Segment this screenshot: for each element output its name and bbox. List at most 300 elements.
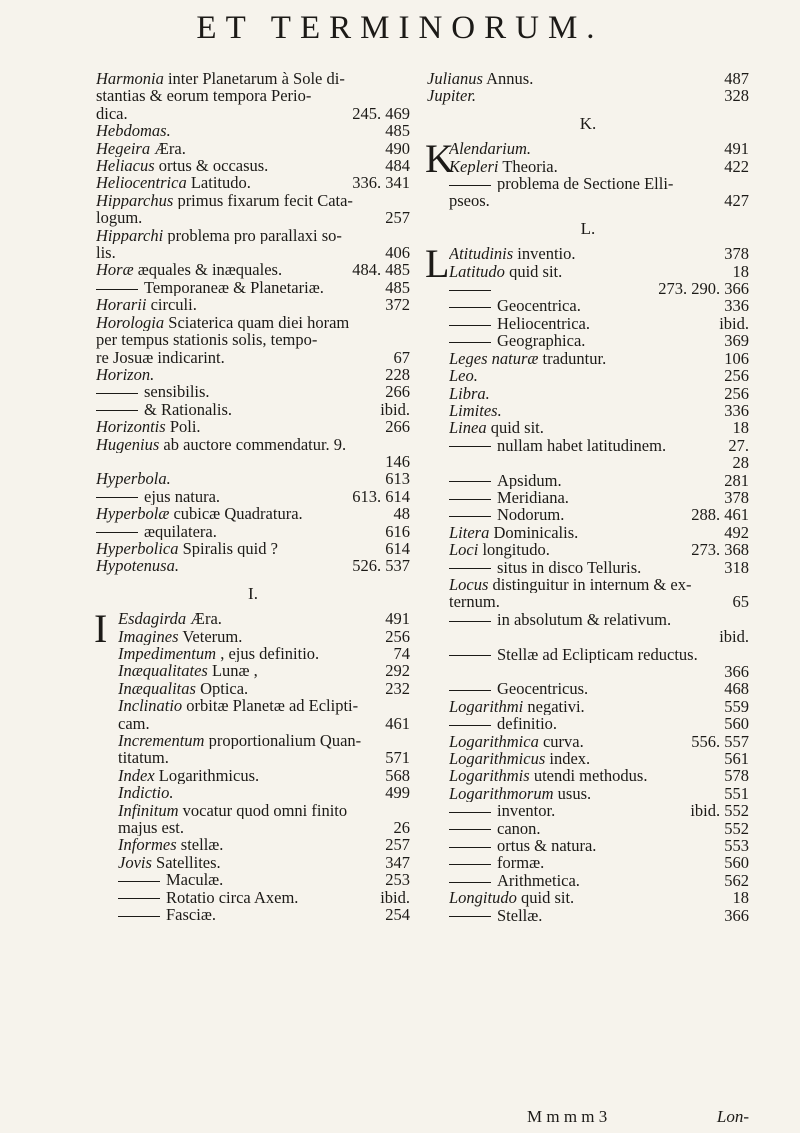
entry-description: Spiralis quid ? (178, 539, 278, 558)
index-entry (449, 785, 749, 802)
page-reference: 378 (724, 487, 749, 507)
ditto-rule (118, 916, 160, 917)
entry-description: ab auctore commendatur. 9. (159, 435, 347, 453)
entry-line (96, 279, 410, 296)
entry-text (449, 402, 502, 419)
entry-text (449, 802, 555, 819)
l-entries (449, 245, 749, 924)
page-reference: 427 (724, 191, 749, 211)
entry-description: stantias & eorum tempora Perio- (96, 87, 312, 105)
entry-line (449, 733, 749, 750)
entry-description: Æra. (150, 139, 186, 158)
index-entry (449, 889, 749, 906)
entry-text (449, 837, 596, 854)
entry-line (449, 541, 749, 558)
entry-text (449, 907, 542, 924)
entry-text (449, 733, 584, 750)
entry-description: stellæ. (176, 836, 224, 854)
index-entry (427, 87, 749, 104)
page-reference: 336 (724, 400, 749, 420)
entry-text (449, 593, 500, 610)
entry-description: formæ. (497, 854, 545, 872)
page-reference: 18 (732, 418, 749, 438)
entry-line (96, 366, 410, 383)
entry-description: Heliocentrica. (497, 314, 590, 333)
index-entry (449, 541, 749, 558)
entry-line (449, 767, 749, 784)
headword: Hyperbolica (96, 539, 179, 558)
page-reference: 328 (724, 86, 749, 106)
index-entry (118, 697, 410, 714)
entry-line (118, 715, 410, 732)
entry-text (449, 524, 578, 541)
headword: Logarithmicus (449, 750, 546, 768)
entry-description: traduntur. (538, 349, 607, 368)
entry-text (96, 192, 353, 209)
page-reference: 552 (724, 818, 749, 838)
l-section (425, 241, 749, 925)
page-reference: 18 (732, 888, 749, 908)
entry-line (449, 437, 749, 454)
entry-line (449, 854, 749, 871)
page-reference: 369 (724, 331, 749, 351)
index-entry (449, 907, 749, 924)
entry-line (96, 349, 410, 366)
entry-text (96, 436, 346, 453)
page-reference: 26 (393, 818, 410, 838)
index-entry (449, 820, 749, 837)
entry-text (96, 140, 186, 157)
ditto-rule (96, 532, 138, 533)
index-entry (449, 472, 749, 489)
entry-description: Geographica. (497, 332, 586, 350)
headword: Hebdomas. (96, 122, 171, 140)
entry-text (96, 174, 251, 191)
entry-description: sensibilis. (144, 383, 210, 401)
headword: Esdagirda (118, 610, 187, 628)
entry-description: vocatur quod omni finito (178, 801, 348, 820)
index-entry (118, 749, 410, 766)
index-entry (449, 733, 749, 750)
page-reference: 273. 290. 366 (658, 279, 749, 299)
entry-text (96, 227, 342, 244)
page-reference: 146 (385, 451, 410, 471)
entry-line (427, 70, 749, 87)
entry-description: inter Planetarum à Sole di- (163, 70, 345, 88)
headword: Julianus (427, 70, 483, 88)
page-reference: 560 (724, 714, 749, 734)
entry-text (449, 367, 478, 384)
page-reference: 526. 537 (352, 556, 410, 576)
headword: Hyperbolæ (96, 505, 170, 523)
index-entry (449, 367, 749, 384)
page-reference: 273. 368 (691, 540, 749, 560)
entry-line (449, 506, 749, 523)
entry-description: negativi. (523, 697, 585, 716)
index-entry (96, 122, 410, 139)
entry-description: & Rationalis. (144, 400, 232, 419)
page-reference: 578 (724, 766, 749, 786)
headword: Logarithmica (449, 732, 539, 751)
entry-line (449, 820, 749, 837)
entry-text (449, 854, 544, 871)
headword: Jupiter. (427, 87, 477, 105)
page-reference: ibid. (380, 399, 410, 419)
ditto-rule (449, 481, 491, 482)
running-head: ET TERMINORUM. (196, 10, 604, 46)
entry-description: index. (545, 750, 591, 768)
entry-text (427, 87, 476, 104)
drop-cap-k: K (425, 136, 454, 182)
entry-text (96, 505, 303, 522)
entry-line (96, 70, 410, 87)
headword: Impedimentum (118, 645, 217, 663)
entry-text (118, 871, 223, 888)
entry-text (449, 872, 580, 889)
entry-description: Maculæ. (166, 871, 224, 889)
entry-text (118, 802, 347, 819)
index-entry (118, 854, 410, 871)
entry-text (96, 366, 154, 383)
index-entry (449, 297, 749, 314)
page-reference: 562 (724, 870, 749, 890)
entry-line (96, 261, 410, 278)
index-entry (449, 385, 749, 402)
index-entry (449, 646, 749, 681)
entry-text (449, 419, 544, 436)
ditto-rule (118, 898, 160, 899)
page-reference: 281 (724, 470, 749, 490)
entry-line (118, 732, 410, 749)
entry-line (118, 906, 410, 923)
ditto-rule (449, 499, 491, 500)
page-reference: 484. 485 (352, 260, 410, 280)
page-reference: 461 (385, 713, 410, 733)
entry-description: cubicæ Quadratura. (169, 505, 303, 523)
index-entry (118, 836, 410, 853)
headword: Horologia (96, 313, 165, 332)
entry-description: re Josuæ indicarint. (96, 348, 225, 366)
entry-line (449, 837, 749, 854)
entry-line (118, 889, 410, 906)
entry-text (96, 157, 268, 174)
entry-text (96, 418, 201, 435)
i-section (94, 606, 410, 925)
entry-line (449, 646, 749, 663)
ditto-rule (449, 185, 491, 186)
entry-line (449, 175, 749, 192)
entry-description: circuli. (146, 296, 197, 314)
entry-description: Lunæ , (207, 662, 258, 680)
headword: Imagines (118, 627, 179, 645)
index-entry (449, 419, 749, 436)
page-reference: 253 (385, 870, 410, 890)
entry-description: nullam habet latitudinem. (497, 436, 667, 455)
entry-description: Arithmetica. (497, 871, 580, 890)
index-entry (96, 192, 410, 209)
entry-description: quid sit. (486, 419, 544, 437)
entry-line (96, 470, 410, 487)
index-entry (449, 402, 749, 419)
page-reference: 485 (385, 121, 410, 141)
entry-text (96, 70, 345, 87)
entry-text (96, 331, 317, 348)
entry-line (449, 611, 749, 628)
page-reference: 65 (732, 592, 749, 612)
entry-line (449, 889, 749, 906)
index-entry (96, 70, 410, 87)
ditto-rule (449, 725, 491, 726)
entry-text (96, 349, 225, 366)
ditto-rule (449, 325, 491, 326)
entry-text (449, 541, 550, 558)
ditto-rule (449, 864, 491, 865)
entry-text (96, 244, 116, 261)
index-entry (96, 331, 410, 348)
headword: Latitudo (449, 262, 505, 281)
entry-line (449, 367, 749, 384)
entry-description: orbitæ Planetæ ad Eclipti- (182, 697, 359, 715)
headword: Heliocentrica (96, 174, 187, 192)
page-footer (427, 1107, 749, 1127)
entry-description: inventio. (513, 245, 576, 263)
index-entry (449, 350, 749, 367)
entry-line (449, 245, 749, 262)
page-reference: 499 (385, 783, 410, 803)
index-entry (449, 245, 749, 262)
headword: Logarithmis (449, 767, 530, 785)
entry-line (449, 297, 749, 314)
page-reference: 614 (385, 538, 410, 558)
entry-description: Dominicalis. (489, 523, 579, 542)
entry-description: situs in disco Telluris. (497, 558, 642, 576)
entry-description: dica. (96, 104, 128, 123)
entry-text (449, 646, 698, 663)
headword: Leo. (449, 367, 478, 385)
entry-text (449, 437, 666, 454)
index-entry (118, 610, 410, 627)
headword: Horarii (96, 296, 147, 314)
entry-line (118, 749, 410, 766)
entry-description: ortus & occasus. (154, 157, 269, 175)
page-reference: 257 (385, 835, 410, 855)
index-entry (427, 70, 749, 87)
entry-text (449, 611, 671, 628)
entry-line (118, 836, 410, 853)
entry-line (449, 559, 749, 576)
entry-description: curva. (538, 732, 584, 751)
entry-description: problema de Sectione Elli- (497, 175, 674, 193)
headword: Atitudinis (449, 245, 514, 263)
headword: Horizontis (96, 418, 166, 436)
entry-description: ortus & natura. (497, 837, 597, 855)
entry-text (96, 523, 217, 540)
page-reference: 366 (724, 662, 749, 681)
entry-description: Veterum. (178, 627, 243, 645)
index-entry (96, 453, 410, 470)
entry-line (449, 785, 749, 802)
page-reference: 616 (385, 521, 410, 541)
ditto-rule (449, 847, 491, 848)
entry-line (118, 645, 410, 662)
index-entry (96, 557, 410, 574)
index-entry (449, 872, 749, 889)
entry-description: distinguitur in internum & ex- (488, 575, 692, 594)
entry-text (449, 680, 588, 697)
entry-text (118, 836, 223, 853)
page-reference: 336 (724, 296, 749, 316)
index-entry (118, 906, 410, 923)
ditto-rule (449, 446, 491, 447)
entry-description: Poli. (165, 418, 201, 436)
headword: Heliacus (96, 157, 155, 175)
entry-description: Geocentricus. (497, 680, 589, 698)
entry-text (449, 715, 557, 732)
index-entry (449, 802, 749, 819)
entry-text (449, 158, 558, 175)
page-reference: 485 (385, 277, 410, 297)
headword: Hipparchus (96, 191, 174, 210)
entry-text (449, 750, 590, 767)
entry-line (118, 784, 410, 801)
entry-text (449, 820, 541, 837)
signature-mark: M m m m 3 (527, 1107, 608, 1126)
index-entry (96, 296, 410, 313)
entry-line (96, 192, 410, 209)
page-reference: 228 (385, 364, 410, 384)
entry-text (449, 350, 606, 367)
entry-description: inventor. (497, 802, 556, 820)
index-entry (96, 488, 410, 505)
page-reference: 266 (385, 417, 410, 437)
headword: Libra. (449, 384, 490, 402)
page-reference: ibid. 552 (690, 801, 749, 821)
entry-description: Stellæ. (497, 906, 543, 925)
i-entries (118, 610, 410, 923)
headword: Hypotenusa. (96, 557, 179, 575)
entry-line (96, 314, 410, 331)
index-entry (96, 87, 410, 104)
entry-text (96, 557, 179, 574)
index-entry (96, 174, 410, 191)
index-entry (449, 698, 749, 715)
index-entry (449, 854, 749, 871)
entry-text (96, 209, 142, 226)
index-entry (449, 192, 749, 209)
page-reference: 254 (385, 905, 410, 925)
entry-line (96, 523, 410, 540)
page-reference: 422 (724, 156, 749, 176)
entry-line (449, 524, 749, 541)
entry-text (449, 385, 490, 402)
entry-description: logum. (96, 209, 143, 227)
index-entry (96, 209, 410, 226)
index-entry (118, 802, 410, 819)
page-reference: 28 (732, 453, 749, 473)
index-entry (118, 784, 410, 801)
entry-text (118, 697, 358, 714)
entry-description: majus est. (118, 819, 184, 837)
entry-description: quid sit. (504, 262, 563, 281)
index-entry (96, 436, 410, 453)
page-reference: ibid. (719, 627, 749, 647)
entry-line (118, 767, 410, 784)
entry-line (118, 802, 410, 819)
ditto-rule (96, 289, 138, 290)
entry-text (118, 680, 248, 697)
catchword: Lon- (716, 1107, 749, 1126)
entry-description: per tempus stationis solis, tempo- (96, 331, 318, 349)
page-reference: 27. (728, 435, 749, 455)
index-entry (449, 332, 749, 349)
h-entries (96, 70, 410, 575)
index-entry (449, 140, 749, 157)
entry-description: lis. (96, 244, 116, 262)
entry-line (96, 244, 410, 261)
index-entry (96, 383, 410, 400)
index-entry (96, 227, 410, 244)
entry-description: primus fixarum fecit Cata- (173, 191, 353, 210)
entry-line (118, 819, 410, 836)
headword: Linea (449, 419, 487, 437)
index-entry (118, 871, 410, 888)
entry-description: canon. (497, 819, 541, 838)
page-reference: 74 (393, 644, 410, 663)
entry-line (449, 802, 749, 819)
entry-line (449, 593, 749, 610)
entry-line (449, 385, 749, 402)
entry-text (118, 854, 221, 871)
index-entry (96, 505, 410, 522)
page-reference: 288. 461 (691, 505, 749, 525)
page-reference: 560 (724, 853, 749, 873)
page-reference: 553 (724, 836, 749, 856)
index-entry (449, 315, 749, 332)
ditto-rule (96, 410, 138, 411)
headword: Locus (449, 575, 489, 594)
page-reference: 67 (393, 347, 410, 367)
entry-line (449, 698, 749, 715)
entry-description: utendi methodus. (529, 767, 648, 785)
entry-description: usus. (553, 784, 592, 803)
entry-text (118, 906, 216, 923)
page-reference: 257 (385, 208, 410, 228)
entry-line (96, 209, 410, 226)
entry-description: ejus natura. (144, 487, 221, 506)
index-entry (96, 418, 410, 435)
page-reference: 490 (385, 138, 410, 158)
entry-text (118, 767, 259, 784)
entry-line (118, 610, 410, 627)
headword: Logarithmi (449, 697, 524, 716)
entry-text (118, 732, 361, 749)
entry-text (118, 645, 319, 662)
index-entry (96, 366, 410, 383)
index-entry (96, 140, 410, 157)
entry-line (118, 680, 410, 697)
headword: Logarithmorum (449, 784, 554, 803)
entry-line (96, 122, 410, 139)
entry-text (449, 263, 562, 280)
entry-text (96, 383, 210, 400)
page-reference: 256 (724, 383, 749, 403)
index-entry (449, 175, 749, 192)
entry-description: æquilatera. (144, 522, 217, 540)
entry-description: Apsidum. (497, 471, 562, 489)
entry-text (118, 610, 222, 627)
ditto-rule (118, 881, 160, 882)
entry-description: proportionalium Quan- (204, 732, 362, 750)
